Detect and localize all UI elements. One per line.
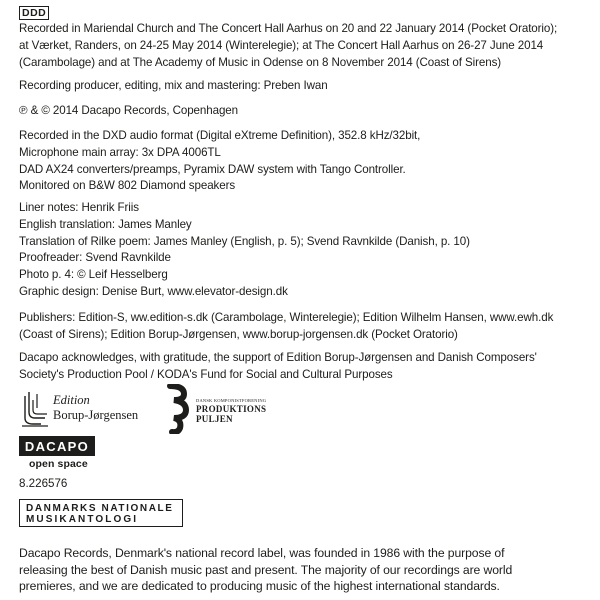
edition-emblem-icon [19, 388, 51, 430]
puljen-logo-line2: PULJEN [196, 414, 233, 424]
recording-info [19, 21, 584, 71]
credit-line: Translation of Rilke poem: James Manley (English, p. 5); Svend Ravnkilde (Danish, p. 10) [19, 234, 470, 248]
credit-line: Photo p. 4: © Leif Hesselberg [19, 268, 168, 282]
puljen-logo-text [196, 398, 266, 424]
about-line: releasing the best of Danish music past and present. The majority of our recordings are world [19, 562, 513, 577]
credit-line: English translation: James Manley [19, 217, 192, 231]
recording-line: Recorded in Mariendal Church and The Concert Hall Aarhus on 20 and 22 January 2014 (Pocket Oratorio); [19, 22, 558, 35]
credit-line: Proofreader: Svend Ravnkilde [19, 251, 171, 265]
danmarks-nationale-musikantologi-logo [19, 499, 183, 527]
dmn-logo-line1: DANMARKS NATIONALE [26, 503, 174, 514]
technical-line: Recorded in the DXD audio format (Digital eXtreme Definition), 352.8 kHz/32bit, [19, 129, 421, 142]
catalog-number: 8.226576 [19, 477, 68, 490]
about-dacapo [19, 545, 594, 595]
publishers [19, 310, 584, 344]
technical-line: DAD AX24 converters/preamps, Pyramix DAW system with Tango Controller. [19, 162, 406, 176]
edition-logo-line1: Edition [53, 393, 90, 407]
technical-info [19, 128, 584, 195]
edition-logo-text [53, 393, 138, 423]
edition-borup-jorgensen-logo [19, 388, 149, 432]
credit-line: Liner notes: Henrik Friis [19, 201, 139, 214]
credits [19, 200, 584, 301]
publisher-line: Publishers: Edition-S, ww.edition-s.dk (Carambolage, Winterelegie); Edition Wilhelm Hansen, www.ewh.dk [19, 311, 554, 324]
edition-logo-line2: Borup-Jørgensen [53, 408, 139, 422]
about-line: premieres, and we are dedicated to producing music of the highest international standards. [19, 579, 500, 593]
dacapo-tagline: open space [29, 458, 88, 470]
ddd-badge: DDD [19, 6, 49, 20]
copyright-line: ℗ & © 2014 Dacapo Records, Copenhagen [19, 104, 238, 117]
produktions-puljen-logo [160, 384, 280, 434]
puljen-logo-small: DANSK KOMPONISTFORENING [196, 398, 267, 403]
credit-line: Graphic design: Denise Burt, www.elevator-design.dk [19, 284, 288, 298]
publisher-line: (Coast of Sirens); Edition Borup-Jørgensen, www.borup-jorgensen.dk (Pocket Oratorio) [19, 327, 458, 341]
dmn-logo-line2: MUSIKANTOLOGI [26, 514, 139, 525]
recording-line: (Carambolage) and at The Academy of Music in Odense on 8 November 2014 (Coast of Sirens) [19, 55, 502, 69]
acknowledgement-line: Society's Production Pool / KODA's Fund for Social and Cultural Purposes [19, 367, 393, 381]
dacapo-logo: DACAPO [19, 436, 95, 456]
acknowledgement [19, 350, 584, 384]
recording-line: at Værket, Randers, on 24-25 May 2014 (Winterelegie); at The Concert Hall Aarhus on 26-27 June 2014 [19, 38, 544, 52]
puljen-logo-line1: PRODUKTIONS [196, 404, 267, 414]
producer-line: Recording producer, editing, mix and mastering: Preben Iwan [19, 79, 328, 92]
about-line: Dacapo Records, Denmark's national record label, was founded in 1986 with the purpose of [19, 546, 505, 560]
acknowledgement-line: Dacapo acknowledges, with gratitude, the support of Edition Borup-Jørgensen and Danish Composers' [19, 351, 537, 364]
puljen-emblem-icon [160, 384, 194, 434]
producer-credit [19, 78, 584, 95]
technical-line: Microphone main array: 3x DPA 4006TL [19, 145, 221, 159]
copyright-notice [19, 103, 584, 120]
technical-line: Monitored on B&W 802 Diamond speakers [19, 179, 236, 193]
